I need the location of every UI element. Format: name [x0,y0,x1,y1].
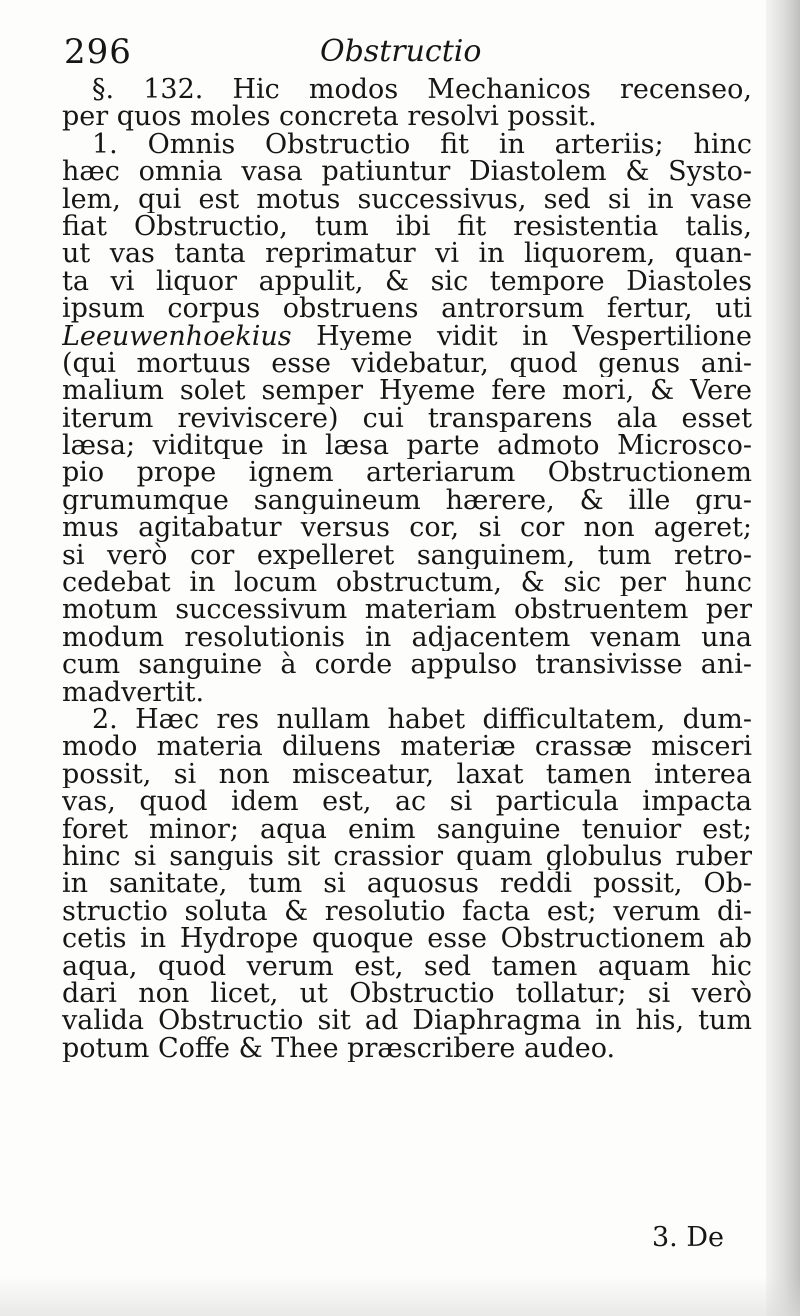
text-line: fiat Obstructio, tum ibi fit resistentia talis, [62,212,752,241]
page-header [64,32,744,76]
text-line: in sanitate, tum si aquosus reddi possit, Ob- [62,870,752,898]
text-line: modum resolutionis in adjacentem venam una [62,623,752,652]
text-line: modo materia diluens materiæ crassæ misceri [62,733,752,761]
text-line: §. 132. Hic modos Mechanicos recenseo, [92,76,752,104]
text-line: aqua, quod verum est, sed tamen aquam hic [62,952,752,980]
text-line: hinc si sanguis sit crassior quam globulus ruber [62,842,752,871]
text-line: pio prope ignem arteriarum Obstructionem [62,459,752,487]
running-title: Obstructio [320,34,482,69]
page-number: 296 [64,32,132,72]
text-line: cedebat in locum obstructum, & sic per hunc [62,569,752,597]
text-line: (qui mortuus esse videbatur, quod genus ani- [62,349,752,378]
text-line: 1. Omnis Obstructio fit in arteriis; hinc [92,130,752,159]
catchword: 3. De [652,1222,724,1253]
text-line: 2. Hæc res nullam habet difficultatem, dum- [92,705,752,734]
text-line: hæc omnia vasa patiuntur Diastolem & Systo- [62,158,752,186]
italic-name: Leeuwenhoekius [62,322,292,350]
text-line: Leeuwenhoekius Hyeme vidit in Vespertilione [62,322,752,350]
text-line: ipsum corpus obstruens antrorsum fertur, uti [62,295,752,323]
text-line: dari non licet, ut Obstructio tollatur; si verò [62,979,752,1008]
text-line: valida Obstructio sit ad Diaphragma in his, tum [62,1007,752,1035]
text-line: cum sanguine à corde appulso transivisse ani- [62,651,752,679]
text-line: madvertit. [62,678,205,706]
text-line: potum Coffe & Thee præscribere audeo. [62,1034,616,1063]
text-line: structio soluta & resolutio facta est; verum di- [62,897,752,926]
text-line: cetis in Hydrope quoque esse Obstructionem ab [62,925,752,953]
text-line: vas, quod idem est, ac si particula impacta [62,788,752,816]
text-line: malium solet semper Hyeme fere mori, & Vere [62,377,752,405]
page-bottom-shadow [0,1276,800,1316]
text-line: mus agitabatur versus cor, si cor non ageret; [62,514,752,542]
text-line: motum successivum materiam obstruentem per [62,596,752,624]
text-line: læsa; viditque in læsa parte admoto Microsco- [62,432,752,460]
text-line: per quos moles concreta resolvi possit. [62,103,597,131]
text-line: si verò cor expelleret sanguinem, tum retro- [62,541,752,570]
text-line: iterum reviviscere) cui transparens ala esset [62,404,752,433]
text-line: grumumque sanguineum hærere, & ille gru- [62,486,752,515]
text-line: ut vas tanta reprimatur vi in liquorem, quan- [62,240,752,268]
page-edge-shadow [766,0,800,1316]
text-line: foret minor; aqua enim sanguine tenuior est; [62,815,752,843]
body-text [62,76,752,1062]
text-line: possit, si non misceatur, laxat tamen interea [62,760,752,789]
text-line: lem, qui est motus successivus, sed si in vase [62,185,752,213]
text-line: ta vi liquor appulit, & sic tempore Diastoles [62,267,752,296]
